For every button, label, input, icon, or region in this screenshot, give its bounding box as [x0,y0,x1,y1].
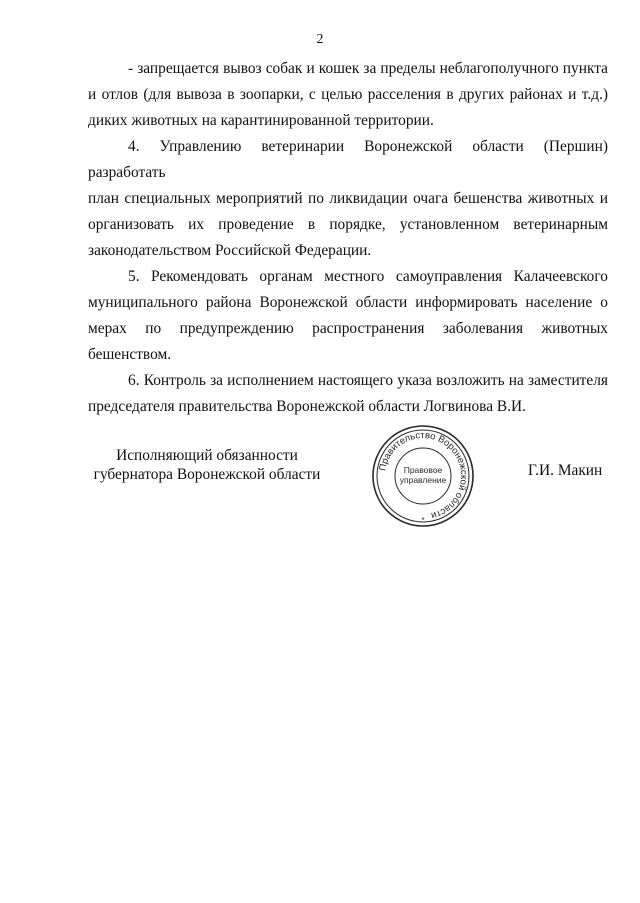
text-line: законодательством Российской Федерации. [88,242,372,259]
page-number: 2 [316,32,324,47]
text-line: председателя правительства Воронежской области Логвинова В.И. [88,398,526,415]
text-line: муниципального района Воронежской области информировать население о [88,294,608,311]
paragraph-item-4 [88,134,608,264]
star-icon: * [421,516,425,525]
text-line: - запрещается вывоз собак и кошек за пределы неблагополучного пункта [128,60,608,77]
text-line: план специальных мероприятий по ликвидации очага бешенства животных и [88,190,608,207]
paragraph-item-6 [88,368,608,420]
text-line: бешенством. [88,346,172,363]
text-line: 6. Контроль за исполнением настоящего указа возложить на заместителя [128,372,608,389]
text-line: диких животных на карантинированной территории. [88,112,434,129]
text-line: 4. Управлению ветеринарии Воронежской области (Першин) разработать [88,138,608,181]
text-line: организовать их проведение в порядке, установленном ветеринарным [88,216,608,233]
text-line: мерах по предупреждению распространения заболевания животных [88,320,608,337]
signer-title [82,446,332,484]
paragraph-item-5 [88,264,608,368]
stamp-center-line: Правовое [403,465,443,475]
text-line: 5. Рекомендовать органам местного самоуправления Калачеевского [128,268,608,285]
signer-title-line: губернатора Воронежской области [93,466,321,483]
stamp-center-line: управление [399,475,447,485]
signer-title-line: Исполняющий обязанности [116,447,298,464]
paragraph-dog-cat-export-ban [88,56,608,134]
signer-name: Г.И. Макин [528,462,603,479]
stamp-ring-text: Правительство Воронежской области [377,429,470,522]
official-stamp [369,422,477,530]
text-line: и отлов (для вывоза в зоопарки, с целью расселения в других районах и т.д.) [88,86,608,103]
signature-block [0,429,640,536]
document-body [88,56,608,420]
